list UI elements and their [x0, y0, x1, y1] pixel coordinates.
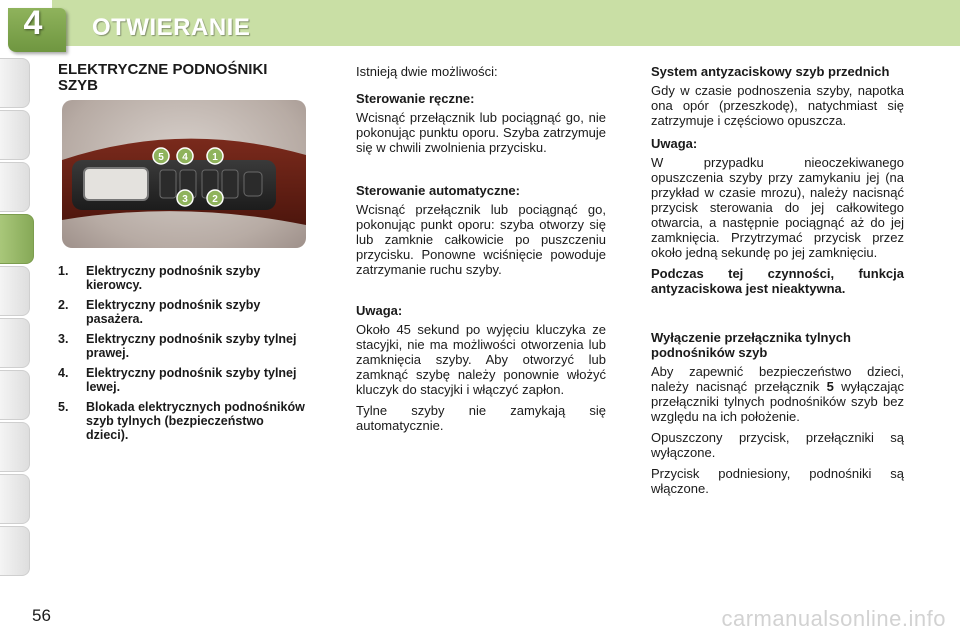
chapter-sidebar: [0, 58, 36, 578]
manual-text: Wcisnąć przełącznik lub pociągnąć go, nie pokonując punktu oporu. Szyba zatrzymuje się w chwili zwolnienia przycisku.: [356, 110, 606, 155]
rear-lock-text: Aby zapewnić bezpieczeństwo dzieci, należy nacisnąć przełącznik 5 wyłączając przełączniki tylnych podnośników szyb bez względu na ich położenie.: [651, 364, 904, 424]
window-switch-illustration: [62, 100, 306, 248]
list-item: 4. Elektryczny podnośnik szyby tylnej lewej.: [58, 366, 297, 394]
sidebar-tab-1[interactable]: [0, 58, 30, 108]
list-item: 3. Elektryczny podnośnik szyby tylnej prawej.: [58, 332, 297, 360]
right-column: [651, 64, 904, 502]
sidebar-tab-5[interactable]: [0, 266, 30, 316]
sidebar-tab-9[interactable]: [0, 474, 30, 524]
sidebar-tab-7[interactable]: [0, 370, 30, 420]
antipinch-warning: Podczas tej czynności, funkcja antyzaciskowa jest nieaktywna.: [651, 266, 904, 296]
callout-5: 5: [158, 152, 164, 163]
note-text-right: W przypadku nieoczekiwanego opuszczenia szyby przy zamykaniu jej (na przykład w czasie mrozu), należy nacisnąć przycisk sterowania do jej całkowitego otwarcia, a następnie pociągnąć aż do jej zamknięcia. Przytrzymać przycisk przez około jedną sekundę po jej zamknięciu.: [651, 155, 904, 260]
intro-text: Istnieją dwie możliwości:: [356, 64, 498, 79]
legend-list: [58, 264, 308, 448]
rear-lock-heading: Wyłączenie przełącznika tylnych podnośników szyb: [651, 330, 851, 360]
page-header: [0, 0, 960, 52]
watermark: carmanualsonline.info: [721, 606, 946, 631]
sidebar-tab-2[interactable]: [0, 110, 30, 160]
sidebar-tab-4-active[interactable]: [0, 214, 34, 264]
middle-column: [356, 64, 606, 439]
manual-heading: Sterowanie ręczne:: [356, 91, 475, 106]
sidebar-tab-8[interactable]: [0, 422, 30, 472]
callout-3: 3: [182, 194, 188, 205]
sidebar-tab-6[interactable]: [0, 318, 30, 368]
list-item: 2. Elektryczny podnośnik szyby pasażera.: [58, 298, 261, 326]
rear-lock-down-text: Opuszczony przycisk, przełączniki są wyłączone.: [651, 430, 904, 460]
page-number: 56: [32, 606, 51, 625]
note-heading: Uwaga:: [356, 303, 403, 318]
list-item: 5. Blokada elektrycznych podnośników szyb tylnych (bezpieczeństwo dzieci).: [58, 400, 305, 442]
note-heading-right: Uwaga:: [651, 136, 698, 151]
rear-lock-up-text: Przycisk podniesiony, podnośniki są włączone.: [651, 466, 904, 496]
rear-windows-note: Tylne szyby nie zamykają się automatycznie.: [356, 403, 606, 433]
auto-heading: Sterowanie automatyczne:: [356, 183, 520, 198]
callout-1: 1: [212, 152, 218, 163]
note-text: Około 45 sekund po wyjęciu kluczyka ze stacyjki, nie ma możliwości otworzenia lub zamknięcia szyby. Aby otworzyć lub zamknąć szybę należy ponownie włożyć kluczyk do stacyjki i włączyć zapłon.: [356, 322, 606, 397]
window-switch-photo: [62, 100, 306, 248]
antipinch-text: Gdy w czasie podnoszenia szyby, napotka ona opór (przeszkodę), natychmiast się zatrzymuje i częściowo opuszcza.: [651, 83, 904, 128]
callout-2: 2: [212, 194, 218, 205]
auto-text: Wcisnąć przełącznik lub pociągnąć go, pokonując punkt oporu: szyba otworzy się lub zamknie całkowicie po puszczeniu przycisku. Ponowne wciśnięcie powoduje zatrzymanie ruchu szyby.: [356, 202, 606, 277]
sidebar-tab-3[interactable]: [0, 162, 30, 212]
chapter-title: OTWIERANIE: [92, 14, 251, 41]
antipinch-heading: System antyzaciskowy szyb przednich: [651, 64, 890, 79]
callout-4: 4: [182, 152, 188, 163]
sidebar-tab-10[interactable]: [0, 526, 30, 576]
left-column: [58, 62, 308, 94]
chapter-number: 4: [23, 4, 43, 42]
section-title: ELEKTRYCZNE PODNOŚNIKI SZYB: [58, 61, 268, 94]
list-item: 1. Elektryczny podnośnik szyby kierowcy.: [58, 264, 261, 292]
